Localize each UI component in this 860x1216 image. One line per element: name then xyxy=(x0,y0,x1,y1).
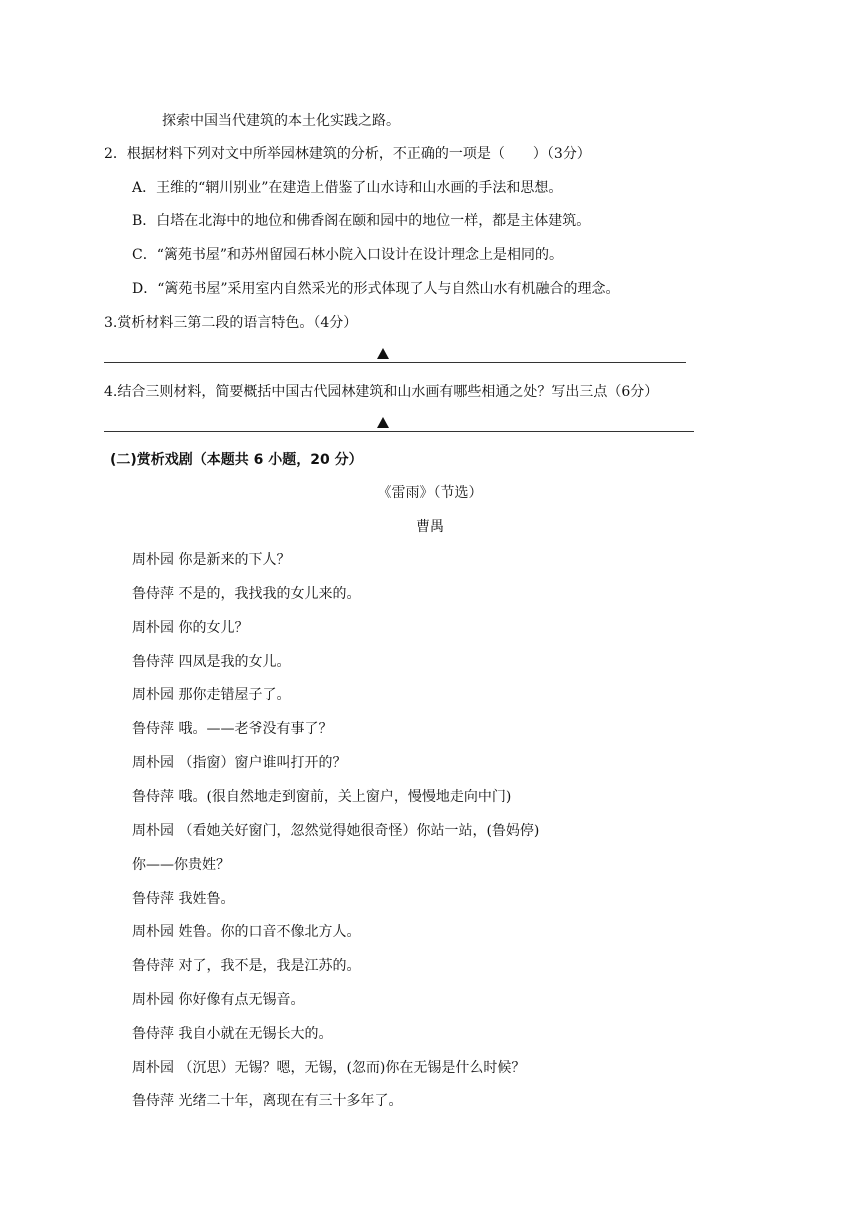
dialogue-line: 你——你贵姓？ xyxy=(132,857,230,873)
dialogue-line: 鲁侍萍 我姓鲁。 xyxy=(132,891,235,907)
answer-marker-icon xyxy=(377,348,389,359)
dialogue-line: 鲁侍萍 我自小就在无锡长大的。 xyxy=(132,1026,333,1042)
question-2-option-d: D．“篱苑书屋”采用室内自然采光的形式体现了人与自然山水有机融合的理念。 xyxy=(132,281,620,297)
dialogue-line: 鲁侍萍 光绪二十年，离现在有三十多年了。 xyxy=(132,1093,403,1109)
dialogue-line: 鲁侍萍 不是的，我找我的女儿来的。 xyxy=(132,586,361,602)
dialogue-line: 鲁侍萍 哦。——老爷没有事了？ xyxy=(132,721,333,737)
dialogue-line: 鲁侍萍 四凤是我的女儿。 xyxy=(132,654,291,670)
dialogue-line: 周朴园 （看她关好窗门，忽然觉得她很奇怪）你站一站，(鲁妈停) xyxy=(132,823,540,839)
question-2-option-a: A．王维的“辋川别业”在建造上借鉴了山水诗和山水画的手法和思想。 xyxy=(132,180,563,196)
dialogue-line: 周朴园 你的女儿？ xyxy=(132,620,249,636)
question-3-answer-line[interactable] xyxy=(104,362,686,363)
answer-marker-icon xyxy=(377,417,389,428)
dialogue-line: 周朴园 （指窗）窗户谁叫打开的？ xyxy=(132,755,347,771)
dialogue-line: 鲁侍萍 对了，我不是，我是江苏的。 xyxy=(132,958,361,974)
question-2-option-c: C．“篱苑书屋”和苏州留园石林小院入口设计在设计理念上是相同的。 xyxy=(132,247,564,263)
question-4-stem: 4.结合三则材料，简要概括中国古代园林建筑和山水画有哪些相通之处？写出三点（6分） xyxy=(104,384,659,400)
dialogue-line: 周朴园 （沉思）无锡？嗯，无锡，(忽而)你在无锡是什么时候？ xyxy=(132,1060,526,1076)
intro-tail-text: 探索中国当代建筑的本土化实践之路。 xyxy=(162,113,400,129)
dialogue-line: 周朴园 你好像有点无锡音。 xyxy=(132,992,305,1008)
play-title: 《雷雨》（节选） xyxy=(377,485,483,501)
question-3-stem: 3.赏析材料三第二段的语言特色。（4分） xyxy=(104,315,358,331)
dialogue-line: 周朴园 你是新来的下人？ xyxy=(132,552,291,568)
dialogue-line: 鲁侍萍 哦。(很自然地走到窗前，关上窗户，慢慢地走向中门) xyxy=(132,789,512,805)
dialogue-line: 周朴园 那你走错屋子了。 xyxy=(132,687,291,703)
question-4-answer-line[interactable] xyxy=(104,431,694,432)
question-2-stem: 2．根据材料下列对文中所举园林建筑的分析，不正确的一项是（ ）（3分） xyxy=(104,146,591,162)
dialogue-line: 周朴园 姓鲁。你的口音不像北方人。 xyxy=(132,924,361,940)
question-2-option-b: B．白塔在北海中的地位和佛香阁在颐和园中的地位一样，都是主体建筑。 xyxy=(132,213,591,229)
section-2-heading: (二)赏析戏剧（本题共 6 小题，20 分） xyxy=(110,452,363,468)
play-author: 曹禺 xyxy=(416,519,444,535)
